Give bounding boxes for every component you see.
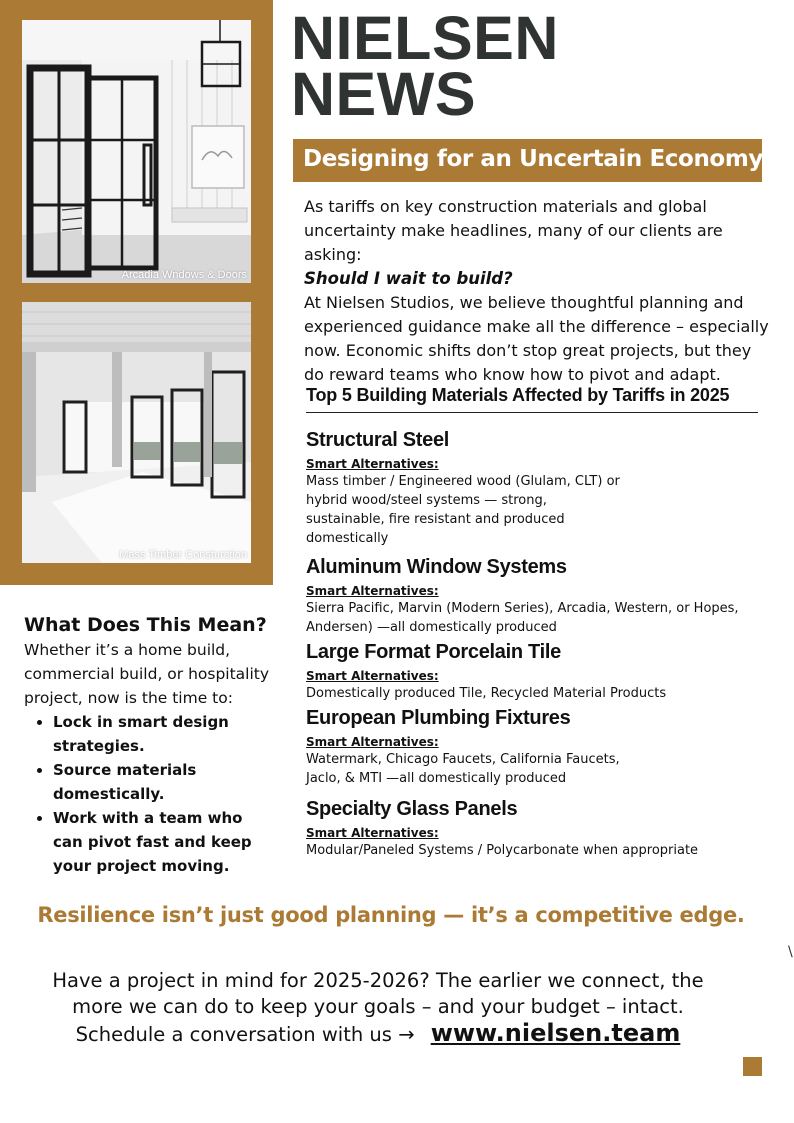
material-alternatives-line: Domestically produced Tile, Recycled Material Products	[306, 686, 667, 701]
material-name: Structural Steel	[306, 429, 450, 451]
masthead-line-2: NEWS	[291, 60, 476, 128]
material-alternatives-line: sustainable, fire resistant and produced	[306, 512, 565, 527]
material-name: Aluminum Window Systems	[306, 556, 567, 578]
intro-paragraph-2: At Nielsen Studios, we believe thoughtful planning and experienced guidance make all the difference – especially now. Economic shifts don’t stop great projects, but they do reward teams who know how to pivot and adapt.	[304, 293, 769, 384]
intro-section	[304, 195, 774, 387]
material-name: Large Format Porcelain Tile	[306, 641, 561, 663]
interior-doors-illustration	[22, 20, 251, 283]
material-alternatives-line: Andersen) —all domestically produced	[306, 620, 557, 635]
masthead-title	[291, 4, 781, 128]
section-heading: What Does This Mean?	[24, 614, 267, 636]
material-alternatives-line: Jaclo, & MTI —all domestically produced	[306, 771, 567, 786]
material-item	[306, 706, 766, 788]
material-alternatives-line: Mass timber / Engineered wood (Glulam, CLT) or	[306, 474, 620, 489]
list-item: • Lock in smart design strategies.	[53, 710, 274, 758]
action-list	[24, 710, 274, 878]
mass-timber-photo	[22, 302, 251, 563]
materials-list-title: Top 5 Building Materials Affected by Tariffs in 2025	[306, 385, 758, 413]
decorative-square	[743, 1057, 762, 1076]
material-item	[306, 797, 766, 860]
timber-room-illustration	[22, 302, 251, 563]
cta-line-2: more we can do to keep your goals – and your budget – intact.	[72, 995, 684, 1018]
material-alternatives-line: Sierra Pacific, Marvin (Modern Series), Arcadia, Western, or Hopes,	[306, 601, 739, 616]
materials-list	[306, 428, 766, 860]
material-alternatives-line: Watermark, Chicago Faucets, California Faucets,	[306, 752, 620, 767]
cta-line-3: Schedule a conversation with us →	[75, 1023, 415, 1046]
headline-banner	[293, 139, 762, 182]
photo-caption: Arcadia Wndows & Doors	[121, 269, 247, 281]
tagline: Resilience isn’t just good planning — it’s a competitive edge.	[37, 903, 745, 927]
material-name: European Plumbing Fixtures	[306, 707, 571, 729]
intro-question: Should I wait to build?	[304, 269, 513, 288]
section-body: Whether it’s a home build, commercial build, or hospitality project, now is the time to:	[24, 641, 270, 707]
edge-mark: \	[788, 944, 793, 960]
window-doors-photo	[22, 20, 251, 283]
list-item: • Work with a team who can pivot fast and keep your project moving.	[53, 806, 274, 878]
intro-paragraph-1: As tariffs on key construction materials and global uncertainty make headlines, many of our clients are asking:	[304, 197, 723, 264]
material-name: Specialty Glass Panels	[306, 798, 518, 820]
smart-alternatives-label: Smart Alternatives:	[306, 584, 439, 598]
material-item	[306, 640, 766, 703]
what-it-means-section	[24, 612, 274, 878]
cta-line-3-wrapper	[18, 1020, 738, 1048]
photo-caption: Mass Timber Consturction	[119, 549, 247, 561]
material-item	[306, 428, 766, 548]
smart-alternatives-label: Smart Alternatives:	[306, 669, 439, 683]
material-item	[306, 555, 766, 637]
masthead-line-1: NIELSEN	[291, 4, 559, 72]
smart-alternatives-label: Smart Alternatives:	[306, 457, 439, 471]
headline-text: Designing for an Uncertain Economy	[303, 146, 763, 172]
smart-alternatives-label: Smart Alternatives:	[306, 735, 439, 749]
photo-panel	[0, 0, 273, 585]
list-item: • Source materials domestically.	[53, 758, 274, 806]
call-to-action	[18, 968, 738, 1048]
material-alternatives-line: domestically	[306, 531, 389, 546]
website-link[interactable]: www.nielsen.team	[430, 1019, 681, 1047]
material-alternatives-line: hybrid wood/steel systems — strong,	[306, 493, 547, 508]
cta-line-1: Have a project in mind for 2025-2026? The earlier we connect, the	[52, 969, 704, 992]
smart-alternatives-label: Smart Alternatives:	[306, 826, 439, 840]
material-alternatives-line: Modular/Paneled Systems / Polycarbonate when appropriate	[306, 843, 699, 858]
